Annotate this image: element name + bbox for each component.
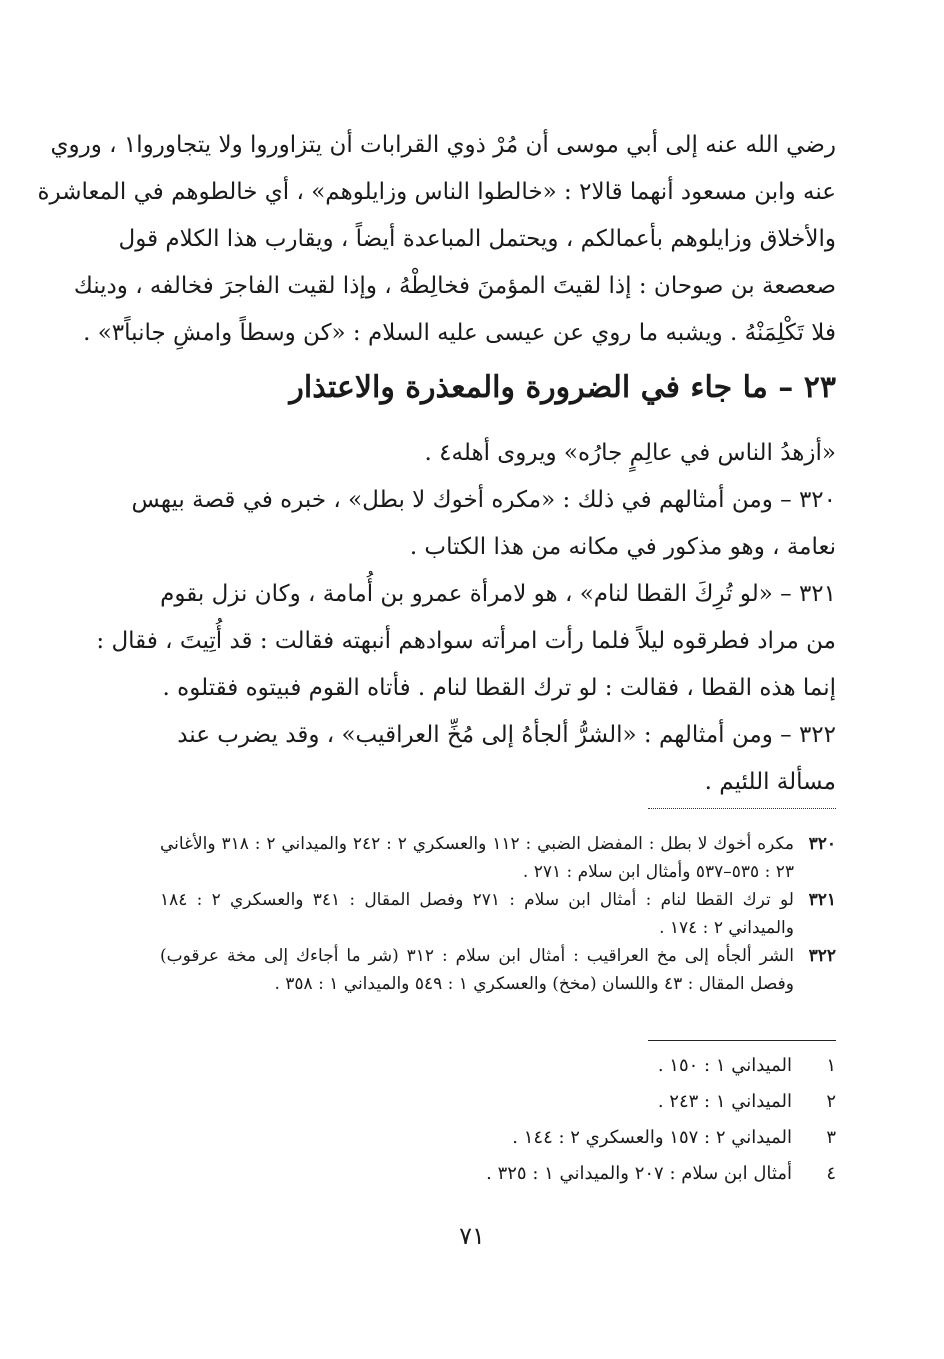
source-entry bbox=[160, 886, 836, 942]
text-line: مسألة اللئيم . bbox=[704, 769, 836, 795]
text-line: عنه وابن مسعود أنهما قالا٢ : «خالطوا الناس وزايلوهم» ، أي خالطوهم في المعاشرة bbox=[37, 179, 836, 205]
footnote-text: أمثال ابن سلام : ٢٠٧ والميداني ١ : ٣٢٥ . bbox=[486, 1163, 792, 1184]
section-heading: ٢٣ – ما جاء في الضرورة والمعذرة والاعتذار bbox=[289, 370, 836, 405]
footnote-separator bbox=[648, 1040, 836, 1041]
footnote-number: ٤ bbox=[826, 1163, 836, 1184]
footnote-text: الميداني ٢ : ١٥٧ والعسكري ٢ : ١٤٤ . bbox=[512, 1127, 792, 1148]
source-entry bbox=[160, 830, 836, 886]
text-line: ٣٢١ – «لو تُرِكَ القطا لنام» ، هو لامرأة عمرو بن أُمامة ، وكان نزل بقوم bbox=[160, 581, 836, 607]
source-entry bbox=[160, 942, 836, 998]
text-line: ٣٢٠ – ومن أمثالهم في ذلك : «مكره أخوك لا بطل» ، خبره في قصة بيهس bbox=[131, 487, 836, 513]
text-line: إنما هذه القطا ، فقالت : لو ترك القطا لنام . فأتاه القوم فبيتوه فقتلوه . bbox=[162, 675, 836, 701]
text-line: والأخلاق وزايلوهم بأعمالكم ، ويحتمل المباعدة أيضاً ، ويقارب هذا الكلام قول bbox=[118, 226, 836, 252]
text-line: رضي الله عنه إلى أبي موسى أن مُرْ ذوي القرابات أن يتزاوروا ولا يتجاوروا١ ، وروي bbox=[50, 132, 836, 158]
source-number: ٣٢٠ bbox=[808, 834, 836, 854]
text-line: فلا تَكْلِمَنْهُ . ويشبه ما روي عن عيسى عليه السلام : «كن وسطاً وامشِ جانباً٣» . bbox=[83, 320, 836, 346]
body-paragraph-bottom bbox=[96, 430, 836, 806]
body-paragraph-top bbox=[37, 122, 836, 357]
page-number: ٧١ bbox=[459, 1222, 485, 1250]
footnote-number: ٢ bbox=[826, 1091, 836, 1112]
footnote bbox=[486, 1156, 836, 1192]
footnote bbox=[486, 1084, 836, 1120]
footnote-number: ١ bbox=[826, 1055, 836, 1076]
footnote bbox=[486, 1048, 836, 1084]
dotted-separator bbox=[648, 808, 836, 809]
footnotes-list bbox=[486, 1048, 836, 1192]
source-number: ٣٢١ bbox=[808, 890, 836, 910]
text-line: «أزهدُ الناس في عالِمٍ جارُه» ويروى أهله٤ . bbox=[424, 440, 836, 466]
sources-list bbox=[160, 830, 836, 998]
footnote-text: الميداني ١ : ١٥٠ . bbox=[657, 1055, 792, 1076]
source-text: الشر ألجأه إلى مخ العراقيب : أمثال ابن سلام : ٣١٢ (شر ما أجاءك إلى مخة عرقوب) وفصل المقال : ٤٣ واللسان (مخخ) والعسكري ١ : ٥٤٩ والميداني ١ : ٣٥٨ . bbox=[160, 946, 795, 994]
source-text: لو ترك القطا لنام : أمثال ابن سلام : ٢٧١ وفصل المقال : ٣٤١ والعسكري ٢ : ١٨٤ والميداني ٢ : ١٧٤ . bbox=[160, 890, 794, 938]
text-line: من مراد فطرقوه ليلاً فلما رأت امرأته سوادهم أنبهته فقالت : قد أُتِيتَ ، فقال : bbox=[96, 628, 836, 654]
text-line: صعصعة بن صوحان : إذا لقيتَ المؤمنَ فخالِطْهُ ، وإذا لقيت الفاجرَ فخالفه ، ودينك bbox=[73, 273, 836, 299]
text-line: نعامة ، وهو مذكور في مكانه من هذا الكتاب . bbox=[409, 534, 836, 560]
text-line: ٣٢٢ – ومن أمثالهم : «الشرُّ ألجأهُ إلى مُخِّ العراقيب» ، وقد يضرب عند bbox=[177, 722, 836, 748]
footnote bbox=[486, 1120, 836, 1156]
footnote-text: الميداني ١ : ٢٤٣ . bbox=[657, 1091, 792, 1112]
source-text: مكره أخوك لا بطل : المفضل الضبي : ١١٢ والعسكري ٢ : ٢٤٢ والميداني ٢ : ٣١٨ والأغاني ٢٣ : ٥٣٥–٥٣٧ وأمثال ابن سلام : ٢٧١ . bbox=[160, 834, 794, 882]
footnote-number: ٣ bbox=[826, 1127, 836, 1148]
source-number: ٣٢٢ bbox=[808, 946, 836, 966]
